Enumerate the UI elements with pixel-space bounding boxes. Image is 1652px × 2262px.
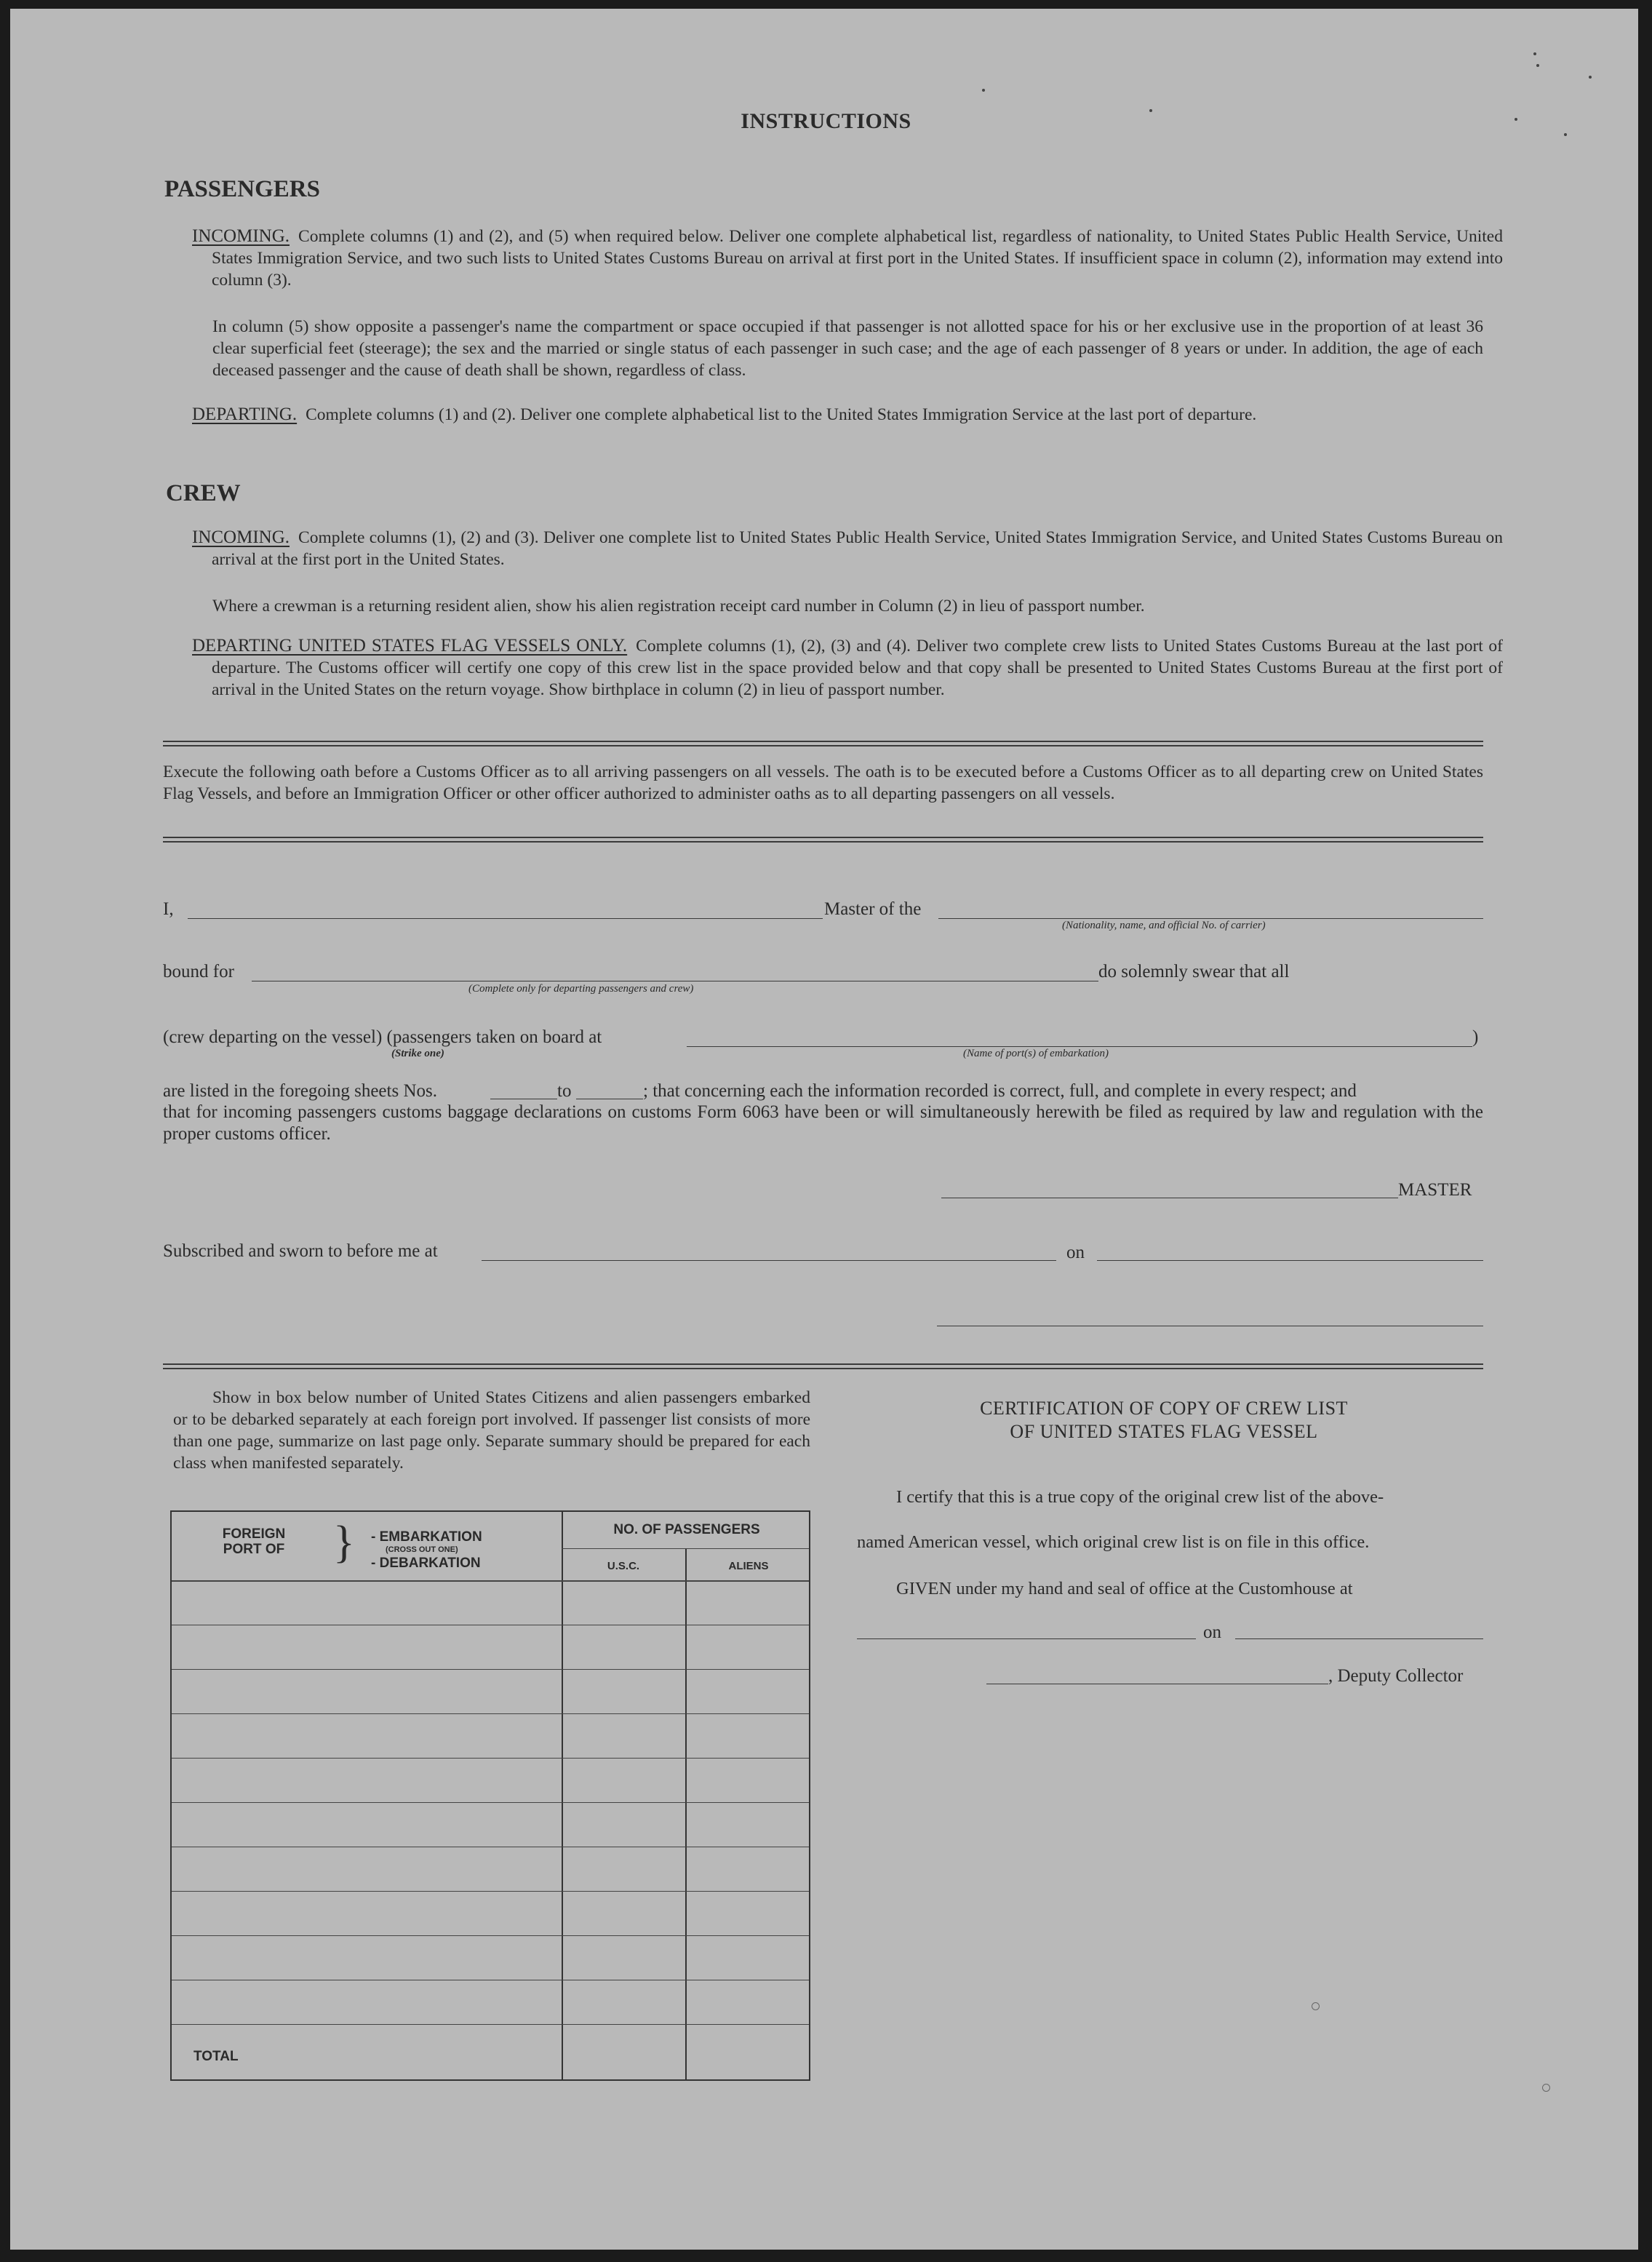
strike-one-caption: (Strike one) [391, 1048, 444, 1059]
oath-i-label: I, [163, 899, 174, 919]
passengers-incoming-paragraph [192, 226, 1503, 291]
deputy-collector-label: , Deputy Collector [1328, 1666, 1464, 1686]
certify-line2: named American vessel, which original crew list is on file in this office. [857, 1532, 1370, 1552]
passengers-departing-text: Complete columns (1) and (2). Deliver one complete alphabetical list to the United States Immigration Service at the last port of departure. [306, 405, 1257, 424]
embarkation-header: - EMBARKATION [371, 1529, 482, 1545]
passengers-heading: PASSENGERS [164, 176, 320, 202]
customhouse-field[interactable] [857, 1638, 1196, 1639]
passengers-column5-paragraph: In column (5) show opposite a passenger's name the compartment or space occupied if that passenger is not allotted space for his or her exclusive use in the proportion of at least 36 clear superficial feet (steerage); the sex and the married or single status of each passenger in such case; and the age of each passenger of 8 years or under. In addition, the age of each deceased passenger and the cause of death shall be shown, regardless of class. [212, 317, 1483, 380]
passengers-departing-paragraph [192, 404, 1503, 426]
embarkation-caption: (Name of port(s) of embarkation) [963, 1048, 1109, 1059]
certification-date-field[interactable] [1235, 1638, 1483, 1639]
section-divider [163, 741, 1483, 746]
passengers-incoming-text: Complete columns (1) and (2), and (5) when required below. Deliver one complete alphabetical list, regardless of nationality, to United States Public Health Service, United States Immigration Service, and two such lists to United States Customs Bureau on arrival at first port in the United States. If insufficient space in column (2), information may extend into column (3). [212, 227, 1503, 290]
crew-passengers-label: (crew departing on the vessel) (passengers taken on board at [163, 1027, 602, 1047]
scan-speck [982, 89, 985, 92]
certification-title-line1: CERTIFICATION OF COPY OF CREW LIST [980, 1398, 1348, 1419]
summary-instructions: Show in box below number of United States Citizens and alien passengers embarked or to be debarked separately at each foreign port involved. If passenger list consists of more than one page, summarize on last page only. Separate summary should be prepared for each class when manifested separately. [173, 1388, 810, 1473]
crew-departing-paragraph [192, 635, 1503, 701]
aliens-header: ALIENS [728, 1560, 769, 1572]
given-text: GIVEN under my hand and seal of office at the Customhouse at [896, 1579, 1353, 1598]
section-divider [163, 837, 1483, 843]
foreign-port-of-header: FOREIGN PORT OF [222, 1526, 286, 1557]
subscribed-place-field[interactable] [482, 1260, 1056, 1261]
carrier-caption: (Nationality, name, and official No. of carrier) [1062, 920, 1266, 931]
scan-hole-mark [1542, 2084, 1550, 2092]
close-paren: ) [1472, 1027, 1479, 1047]
scan-hole-mark [1312, 2002, 1320, 2010]
cross-out-one-note: (CROSS OUT ONE) [386, 1545, 458, 1554]
listed-start-label: are listed in the foregoing sheets Nos. [163, 1081, 437, 1101]
departing-caption: (Complete only for departing passengers and crew) [468, 983, 694, 995]
header-brace: } [333, 1518, 355, 1567]
embarkation-port-field[interactable] [687, 1046, 1472, 1047]
passengers-incoming-label: INCOMING. [192, 226, 290, 246]
passenger-summary-table [170, 1510, 810, 2081]
page-title: INSTRUCTIONS [741, 109, 911, 133]
solemnly-swear-label: do solemnly swear that all [1098, 962, 1290, 981]
scan-speck [1536, 64, 1539, 67]
listed-end-label: ; that concerning each the information recorded is correct, full, and complete in every respect; and [643, 1081, 1357, 1101]
crew-heading: CREW [166, 480, 241, 506]
master-label: MASTER [1398, 1180, 1472, 1200]
master-name-field[interactable] [188, 918, 823, 919]
scan-speck [1533, 52, 1536, 55]
total-label: TOTAL [193, 2049, 239, 2064]
scan-speck [1589, 76, 1592, 79]
to-label: to [557, 1081, 572, 1101]
certification-title [837, 1397, 1491, 1443]
subscribed-label: Subscribed and sworn to before me at [163, 1241, 438, 1261]
usc-header: U.S.C. [607, 1560, 640, 1572]
section-divider [163, 1363, 1483, 1369]
certification-title-line2: OF UNITED STATES FLAG VESSEL [1010, 1421, 1318, 1442]
master-of-the-label: Master of the [824, 899, 922, 919]
crew-departing-text: Complete columns (1), (2), (3) and (4). Deliver two complete crew lists to United States Customs Bureau at the last port of departure. The Customs officer will certify one copy of this crew list in the space provided below and that copy shall be presented to United States Customs Bureau at the first port of arrival in the United States on the return voyage. Show birthplace in column (2) in lieu of passport number. [212, 637, 1503, 699]
passengers-departing-label: DEPARTING. [192, 405, 298, 424]
no-of-passengers-header: NO. OF PASSENGERS [613, 1522, 760, 1537]
debarkation-header: - DEBARKATION [371, 1556, 481, 1571]
crew-departing-label: DEPARTING UNITED STATES FLAG VESSELS ONLY. [192, 636, 628, 656]
subscribed-on-label: on [1066, 1243, 1085, 1262]
certification-on-label: on [1203, 1622, 1221, 1642]
carrier-field[interactable] [938, 918, 1483, 919]
oath-instructions: Execute the following oath before a Customs Officer as to all arriving passengers on all vessels. The oath is to be executed before a Customs Officer as to all departing crew on United States Flag Vessels, and before an Immigration Officer or other officer authorized to administer oaths as to all departing passengers on all vessels. [163, 762, 1483, 803]
listed-text: that for incoming passengers customs baggage declarations on customs Form 6063 have been or will simultaneously herewith be filed as required by law and regulation with the proper customs officer. [163, 1102, 1483, 1144]
bound-for-label: bound for [163, 962, 234, 981]
certify-line1: I certify that this is a true copy of the original crew list of the above- [896, 1487, 1384, 1507]
crew-incoming-paragraph [192, 527, 1503, 570]
crew-incoming-label: INCOMING. [192, 527, 290, 547]
crew-incoming-text: Complete columns (1), (2) and (3). Deliver one complete list to United States Public Health Service, United States Immigration Service, and United States Customs Bureau on arrival at the first port in the United States. [212, 528, 1503, 569]
crew-resident-paragraph: Where a crewman is a returning resident alien, show his alien registration receipt card number in Column (2) in lieu of passport number. [212, 597, 1145, 616]
subscribed-date-field[interactable] [1097, 1260, 1483, 1261]
